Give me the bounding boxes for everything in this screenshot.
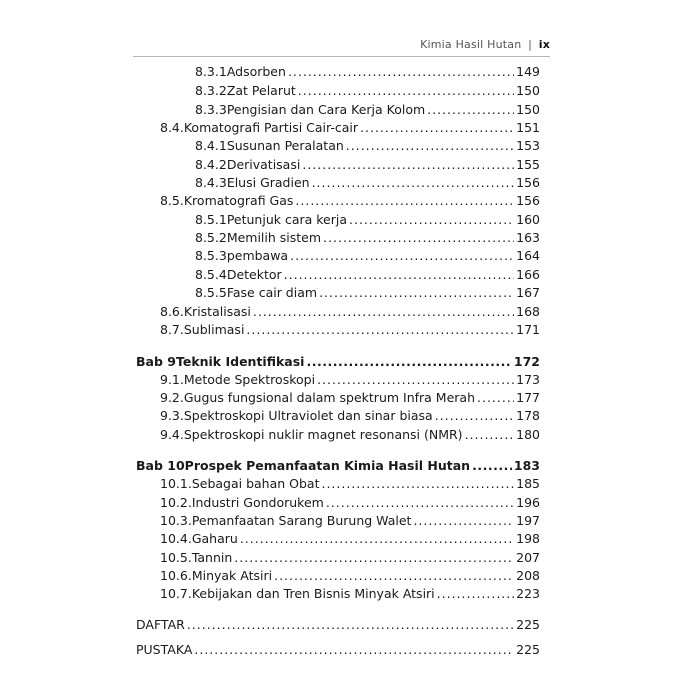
toc-entry [195,212,540,228]
toc-entry-page: 171 [516,322,540,337]
toc-leader-dots [284,267,514,283]
toc-entry [136,642,540,658]
toc-entry-title: Memilih sistem [226,230,322,245]
toc-chapter-entry [136,458,540,474]
toc-entry-title: Industri Gondorukem [191,495,324,510]
toc-entry [160,531,540,547]
toc-entry-number: 8.5.2 [195,230,227,245]
toc-entry-page: 180 [516,427,540,442]
toc-entry-title: Pemanfaatan Sarang Burung Walet [191,513,412,528]
toc-entry-title: Gaharu [191,531,238,546]
toc-entry-page: 207 [516,550,540,565]
toc-entry-page: 153 [516,138,540,153]
toc-entry-number: 9.2. [160,390,184,405]
toc-entry [195,64,540,80]
toc-entry-number: 8.7. [160,322,184,337]
toc-entry-number: 10.1. [160,476,192,491]
toc-leader-dots [187,617,514,633]
toc-entry-title: Metode Spektroskopi [183,372,316,387]
toc-entry [160,193,540,209]
toc-entry [195,230,540,246]
toc-entry [195,285,540,301]
toc-entry-number: 8.6. [160,304,184,319]
toc-entry-title: Gugus fungsional dalam spektrum Infra Merah [183,390,475,405]
toc-leader-dots [302,157,514,173]
toc-entry [160,568,540,584]
toc-entry-number: PUSTAKA [136,642,193,657]
toc-entry-page: 225 [516,642,540,657]
toc-entry-title: Tannin [191,550,233,565]
toc-entry-page: 155 [516,157,540,172]
toc-entry [160,495,540,511]
toc-entry-page: 178 [516,408,540,423]
toc-leader-dots [317,372,514,388]
toc-entry-number: Bab 10 [136,458,185,473]
toc-leader-dots [295,193,514,209]
toc-entry-number: 8.4.2 [195,157,227,172]
toc-entry-title: Spektroskopi nuklir magnet resonansi (NMR) [183,427,463,442]
toc-entry-title: Prospek Pemanfaatan Kimia Hasil Hutan [184,458,471,473]
toc-leader-dots [290,248,514,264]
toc-entry [160,427,540,443]
toc-entry-number: 8.5.4 [195,267,227,282]
toc-leader-dots [306,354,511,370]
toc-entry [195,83,540,99]
toc-entry-page: 166 [516,267,540,282]
toc-entry [195,248,540,264]
toc-leader-dots [427,102,514,118]
toc-leader-dots [194,642,514,658]
toc-entry-page: 150 [516,83,540,98]
toc-entry-page: 160 [516,212,540,227]
toc-entry-number: 8.3.1 [195,64,227,79]
toc-entry [160,120,540,136]
toc-leader-dots [465,427,515,443]
toc-entry-title: Sublimasi [183,322,245,337]
toc-entry-page: 177 [516,390,540,405]
toc-leader-dots [360,120,514,136]
toc-leader-dots [435,408,514,424]
toc-leader-dots [349,212,514,228]
toc-entry [160,476,540,492]
toc-entry-title: Derivatisasi [226,157,301,172]
toc-leader-dots [288,64,514,80]
toc-entry-number: 8.5.1 [195,212,227,227]
toc-entry-page: 197 [516,513,540,528]
toc-entry-number: 8.3.3 [195,102,227,117]
toc-entry-page: 185 [516,476,540,491]
toc-entry [136,617,540,633]
toc-leader-dots [274,568,514,584]
toc-entry-number: 10.6. [160,568,192,583]
toc-entry-number: 10.2. [160,495,192,510]
toc-entry [160,390,540,406]
toc-entry-title: Minyak Atsiri [191,568,273,583]
toc-chapter-entry [136,354,540,370]
toc-entry [195,102,540,118]
toc-entry [195,267,540,283]
toc-entry-title: Spektroskopi Ultraviolet dan sinar biasa [183,408,433,423]
toc-leader-dots [253,304,514,320]
toc-entry [195,175,540,191]
toc-leader-dots [298,83,514,99]
toc-entry-page: 173 [516,372,540,387]
toc-leader-dots [472,458,512,474]
toc-entry-number: 8.4. [160,120,184,135]
toc-entry-title: Kebijakan dan Tren Bisnis Minyak Atsiri [191,586,435,601]
toc-leader-dots [326,495,514,511]
toc-leader-dots [323,230,514,246]
toc-leader-dots [346,138,514,154]
toc-entry-title: Komatografi Partisi Cair-cair [183,120,359,135]
toc-entry [160,408,540,424]
toc-entry-number: 9.4. [160,427,184,442]
toc-leader-dots [321,476,514,492]
header-separator: | [528,38,533,51]
toc-entry-page: 223 [516,586,540,601]
toc-entry-title: pembawa [226,248,289,263]
toc-entry-title: Kristalisasi [183,304,251,319]
toc-leader-dots [437,586,514,602]
toc-leader-dots [234,550,514,566]
toc-entry-title: Detektor [226,267,282,282]
toc-entry-page: 198 [516,531,540,546]
toc-entry [160,322,540,338]
toc-leader-dots [312,175,515,191]
toc-entry-page: 156 [516,193,540,208]
toc-entry-number: DAFTAR [136,617,185,632]
toc-entry-page: 208 [516,568,540,583]
toc-entry-number: 8.5. [160,193,184,208]
toc-entry [160,513,540,529]
toc-entry-title: Pengisian dan Cara Kerja Kolom [226,102,426,117]
toc-entry-page: 172 [513,354,540,369]
toc-entry-title: Zat Pelarut [226,83,296,98]
toc-entry-page: 156 [516,175,540,190]
toc-entry-number: 8.4.3 [195,175,227,190]
toc-entry-number: 9.3. [160,408,184,423]
toc-entry [195,138,540,154]
toc-entry-title: Elusi Gradien [226,175,310,190]
toc-entry-number: 10.5. [160,550,192,565]
toc-entry-title: Teknik Identifikasi [175,354,305,369]
toc-entry-number: 8.4.1 [195,138,227,153]
toc-entry-page: 225 [516,617,540,632]
toc-entry-page: 151 [516,120,540,135]
toc-entry [195,157,540,173]
toc-entry-page: 163 [516,230,540,245]
toc-leader-dots [319,285,514,301]
toc-entry-number: 8.3.2 [195,83,227,98]
toc-entry-title: Kromatografi Gas [183,193,294,208]
toc-entry-number: 10.4. [160,531,192,546]
toc-entry-page: 164 [516,248,540,263]
toc-entry-page: 196 [516,495,540,510]
toc-entry-number: 8.5.3 [195,248,227,263]
book-title: Kimia Hasil Hutan [420,38,522,51]
toc-entry-title: Susunan Peralatan [226,138,344,153]
toc-entry-number: 10.7. [160,586,192,601]
toc-entry [160,586,540,602]
toc-entry-page: 183 [513,458,540,473]
toc-entry-title: Fase cair diam [226,285,318,300]
toc-leader-dots [240,531,514,547]
toc-leader-dots [477,390,514,406]
header-page-number: ix [538,38,550,51]
toc-leader-dots [413,513,514,529]
toc-leader-dots [246,322,514,338]
toc-entry [160,550,540,566]
toc-entry-number: 9.1. [160,372,184,387]
toc-entry-title: Adsorben [226,64,286,79]
toc-entry-title: Sebagai bahan Obat [191,476,320,491]
toc-entry-page: 167 [516,285,540,300]
toc-entry-number: Bab 9 [136,354,176,369]
toc-entry [160,304,540,320]
toc-entry-page: 168 [516,304,540,319]
toc-entry-page: 149 [516,64,540,79]
toc-entry-page: 150 [516,102,540,117]
toc-entry-title: Petunjuk cara kerja [226,212,348,227]
toc-entry-number: 10.3. [160,513,192,528]
toc-entry-number: 8.5.5 [195,285,227,300]
toc-entry [160,372,540,388]
